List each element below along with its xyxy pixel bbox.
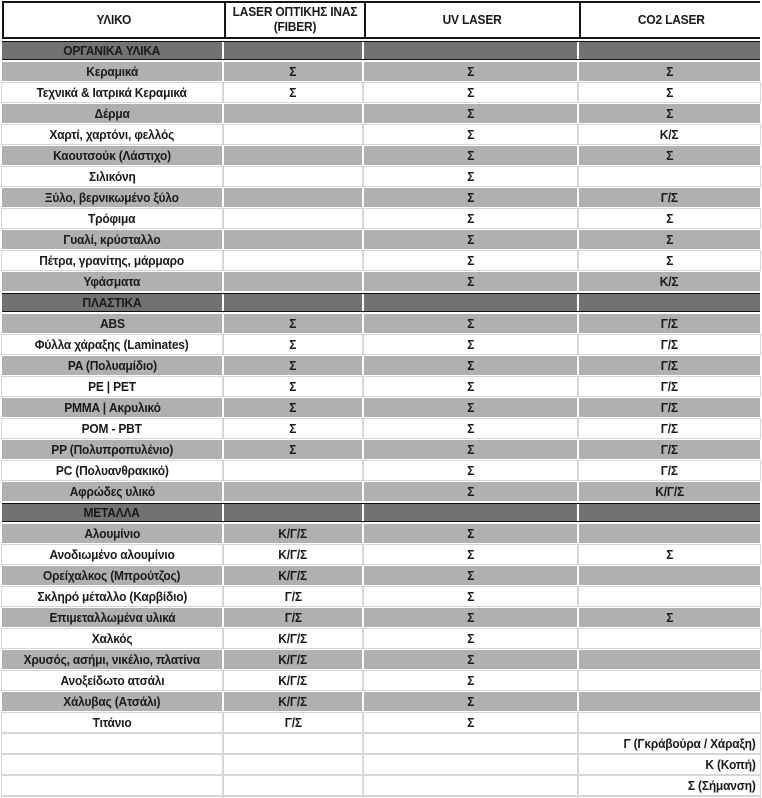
uv-laser-cell — [364, 587, 577, 606]
co2-laser-cell — [579, 314, 760, 333]
table-row — [2, 440, 760, 459]
section-uv-cell — [364, 42, 577, 59]
uv-laser-cell — [364, 125, 577, 144]
table-row — [2, 587, 760, 606]
uv-laser-cell — [364, 461, 577, 480]
material-cell-label: ABS — [99, 316, 125, 331]
uv-laser-cell-label: Σ — [466, 358, 474, 373]
col-header-co2-laser — [581, 3, 762, 37]
fiber-laser-cell — [224, 671, 362, 690]
legend-text-cell-label: Γ (Γκράβούρα / Χάραξη) — [623, 736, 756, 751]
material-cell — [2, 713, 222, 732]
material-cell — [2, 587, 222, 606]
legend-text-cell — [579, 755, 760, 774]
fiber-laser-cell — [224, 545, 362, 564]
material-cell — [2, 230, 222, 249]
material-cell-label: Χαρτί, χαρτόνι, φελλός — [49, 127, 175, 142]
uv-laser-cell-label: Σ — [466, 379, 474, 394]
table-row — [2, 524, 760, 543]
co2-laser-cell-label: Γ/Σ — [660, 400, 679, 415]
material-cell — [2, 188, 222, 207]
legend-text-cell — [579, 776, 760, 795]
fiber-laser-cell — [224, 272, 362, 291]
table-row — [2, 125, 760, 144]
material-cell-label: Γυαλί, κρύσταλλο — [63, 232, 161, 247]
uv-laser-cell-label: Σ — [466, 127, 474, 142]
section-label-cell — [2, 42, 222, 59]
material-cell — [2, 209, 222, 228]
material-cell — [2, 566, 222, 585]
uv-laser-cell-label: Σ — [466, 568, 474, 583]
co2-laser-cell-label: Γ/Σ — [660, 442, 679, 457]
uv-laser-cell-label: Σ — [466, 64, 474, 79]
fiber-laser-cell — [224, 209, 362, 228]
uv-laser-cell-label: Σ — [466, 211, 474, 226]
section-co2-cell — [579, 294, 760, 311]
material-cell — [2, 167, 222, 186]
table-row — [2, 146, 760, 165]
fiber-laser-cell-label: Κ/Γ/Σ — [278, 652, 308, 667]
material-cell-label: Τιτάνιο — [92, 715, 132, 730]
table-row — [2, 356, 760, 375]
uv-laser-cell-label: Σ — [466, 148, 474, 163]
fiber-laser-cell-label: Σ — [289, 316, 297, 331]
fiber-laser-cell-label: Κ/Γ/Σ — [278, 526, 308, 541]
table-row — [2, 671, 760, 690]
col-header-uv-laser-label: UV LASER — [442, 11, 502, 27]
fiber-laser-cell-label: Σ — [289, 358, 297, 373]
col-header-uv-laser — [366, 3, 579, 37]
co2-laser-cell-label: Σ — [665, 211, 673, 226]
table-row — [2, 272, 760, 291]
material-cell-label: Επιμεταλλωμένα υλικά — [48, 610, 175, 625]
table-row — [2, 167, 760, 186]
fiber-laser-cell-label: Κ/Γ/Σ — [278, 568, 308, 583]
fiber-laser-cell-label: Γ/Σ — [284, 610, 302, 625]
fiber-laser-cell-label: Κ/Γ/Σ — [278, 631, 308, 646]
uv-laser-cell-label: Σ — [466, 694, 474, 709]
uv-laser-cell-label: Σ — [466, 715, 474, 730]
uv-laser-cell — [364, 251, 577, 270]
uv-laser-cell — [364, 377, 577, 396]
fiber-laser-cell — [224, 230, 362, 249]
material-cell-label: Τρόφιμα — [88, 211, 136, 226]
uv-laser-cell — [364, 335, 577, 354]
uv-laser-cell — [364, 230, 577, 249]
material-cell-label: Ξύλο, βερνικωμένο ξύλο — [45, 190, 179, 205]
col-header-fiber-laser-label: LASER ΟΠΤΙΚΗΣ ΙΝΑΣ (FIBER) — [232, 4, 358, 34]
fiber-laser-cell — [224, 125, 362, 144]
legend-empty-fiber-cell — [224, 734, 362, 753]
table-row — [2, 692, 760, 711]
uv-laser-cell — [364, 146, 577, 165]
co2-laser-cell — [579, 545, 760, 564]
table-row — [2, 230, 760, 249]
co2-laser-cell — [579, 188, 760, 207]
material-cell — [2, 356, 222, 375]
fiber-laser-cell — [224, 251, 362, 270]
co2-laser-cell — [579, 104, 760, 123]
material-cell-label: PC (Πολυανθρακικό) — [55, 463, 169, 478]
section-header-row — [2, 293, 760, 312]
co2-laser-cell — [579, 83, 760, 102]
section-label-cell-label: ΠΛΑΣΤΙΚΑ — [82, 295, 142, 310]
section-label-cell — [2, 504, 222, 521]
co2-laser-cell — [579, 608, 760, 627]
fiber-laser-cell-label: Σ — [289, 379, 297, 394]
table-row — [2, 104, 760, 123]
co2-laser-cell — [579, 335, 760, 354]
material-cell-label: POM - PBT — [81, 421, 143, 436]
uv-laser-cell — [364, 524, 577, 543]
material-cell — [2, 146, 222, 165]
uv-laser-cell-label: Σ — [466, 106, 474, 121]
uv-laser-cell — [364, 482, 577, 501]
uv-laser-cell — [364, 209, 577, 228]
material-cell-label: Χαλκός — [91, 631, 133, 646]
uv-laser-cell-label: Σ — [466, 169, 474, 184]
uv-laser-cell-label: Σ — [466, 652, 474, 667]
table-row — [2, 629, 760, 648]
material-cell — [2, 104, 222, 123]
uv-laser-cell-label: Σ — [466, 673, 474, 688]
legend-empty-material-cell — [2, 755, 222, 774]
material-cell — [2, 545, 222, 564]
material-cell — [2, 314, 222, 333]
material-cell — [2, 524, 222, 543]
material-cell-label: Φύλλα χάραξης (Laminates) — [35, 337, 189, 352]
legend-row — [2, 776, 760, 795]
fiber-laser-cell — [224, 62, 362, 81]
fiber-laser-cell-label: Σ — [289, 421, 297, 436]
section-fiber-cell — [224, 294, 362, 311]
col-header-fiber-laser — [226, 3, 364, 37]
table-row — [2, 335, 760, 354]
legend-text-cell-label: Κ (Κοπή) — [705, 757, 756, 772]
material-cell-label: PMMA | Ακρυλικό — [63, 400, 161, 415]
fiber-laser-cell — [224, 188, 362, 207]
material-cell-label: Ορείχαλκος (Μπρούτζος) — [43, 568, 181, 583]
table-row — [2, 545, 760, 564]
co2-laser-cell — [579, 272, 760, 291]
material-cell-label: Κεραμικά — [86, 64, 138, 79]
fiber-laser-cell-label: Σ — [289, 337, 297, 352]
uv-laser-cell — [364, 398, 577, 417]
material-cell-label: Δέρμα — [94, 106, 130, 121]
table-row — [2, 188, 760, 207]
uv-laser-cell-label: Σ — [466, 232, 474, 247]
legend-empty-fiber-cell — [224, 776, 362, 795]
co2-laser-cell-label: Γ/Σ — [660, 421, 679, 436]
fiber-laser-cell-label: Γ/Σ — [284, 715, 302, 730]
co2-laser-cell — [579, 482, 760, 501]
co2-laser-cell — [579, 524, 760, 543]
co2-laser-cell-label: Σ — [665, 85, 673, 100]
legend-text-cell-label: Σ (Σήμανση) — [688, 778, 756, 793]
section-co2-cell — [579, 504, 760, 521]
material-cell-label: Σκληρό μέταλλο (Καρβίδιο) — [37, 589, 187, 604]
table-row — [2, 566, 760, 585]
fiber-laser-cell-label: Σ — [289, 64, 297, 79]
material-cell — [2, 692, 222, 711]
co2-laser-cell-label: Γ/Σ — [660, 358, 679, 373]
table-row — [2, 314, 760, 333]
col-header-co2-laser-label: CO2 LASER — [638, 11, 705, 27]
material-cell-label: Χρυσός, ασήμι, νικέλιο, πλατίνα — [23, 652, 201, 667]
uv-laser-cell-label: Σ — [466, 85, 474, 100]
co2-laser-cell — [579, 650, 760, 669]
material-cell — [2, 398, 222, 417]
material-cell-label: Ανοξείδωτο ατσάλι — [60, 673, 164, 688]
fiber-laser-cell — [224, 398, 362, 417]
legend-empty-uv-cell — [364, 734, 577, 753]
section-label-cell — [2, 294, 222, 311]
fiber-laser-cell — [224, 692, 362, 711]
co2-laser-cell — [579, 419, 760, 438]
uv-laser-cell — [364, 356, 577, 375]
co2-laser-cell-label: Γ/Σ — [660, 337, 679, 352]
material-cell-label: Αλουμίνιο — [84, 526, 140, 541]
co2-laser-cell — [579, 377, 760, 396]
uv-laser-cell-label: Σ — [466, 400, 474, 415]
table-row — [2, 83, 760, 102]
table-row — [2, 461, 760, 480]
uv-laser-cell-label: Σ — [466, 337, 474, 352]
fiber-laser-cell — [224, 146, 362, 165]
uv-laser-cell — [364, 62, 577, 81]
col-header-material — [4, 3, 224, 37]
fiber-laser-cell-label: Σ — [289, 442, 297, 457]
material-cell — [2, 461, 222, 480]
co2-laser-cell-label: Γ/Σ — [660, 463, 679, 478]
material-cell-label: PE | PET — [88, 379, 136, 394]
material-cell-label: Πέτρα, γρανίτης, μάρμαρο — [39, 253, 185, 268]
table-row — [2, 251, 760, 270]
material-cell — [2, 482, 222, 501]
fiber-laser-cell — [224, 167, 362, 186]
co2-laser-cell — [579, 671, 760, 690]
co2-laser-cell-label: Σ — [665, 106, 673, 121]
uv-laser-cell — [364, 671, 577, 690]
legend-empty-fiber-cell — [224, 755, 362, 774]
fiber-laser-cell-label: Σ — [289, 85, 297, 100]
co2-laser-cell — [579, 398, 760, 417]
uv-laser-cell — [364, 188, 577, 207]
section-uv-cell — [364, 294, 577, 311]
fiber-laser-cell — [224, 335, 362, 354]
co2-laser-cell — [579, 251, 760, 270]
section-header-row — [2, 41, 760, 60]
fiber-laser-cell-label: Κ/Γ/Σ — [278, 673, 308, 688]
fiber-laser-cell — [224, 419, 362, 438]
co2-laser-cell — [579, 356, 760, 375]
material-cell-label: Τεχνικά & Ιατρικά Κεραμικά — [36, 85, 188, 100]
fiber-laser-cell-label: Κ/Γ/Σ — [278, 694, 308, 709]
material-cell — [2, 272, 222, 291]
uv-laser-cell-label: Σ — [466, 442, 474, 457]
co2-laser-cell-label: Σ — [665, 232, 673, 247]
legend-empty-uv-cell — [364, 755, 577, 774]
table-row — [2, 713, 760, 732]
fiber-laser-cell-label: Σ — [289, 400, 297, 415]
uv-laser-cell-label: Σ — [466, 526, 474, 541]
fiber-laser-cell — [224, 104, 362, 123]
uv-laser-cell-label: Σ — [466, 547, 474, 562]
material-cell — [2, 419, 222, 438]
uv-laser-cell-label: Σ — [466, 316, 474, 331]
co2-laser-cell-label: Γ/Σ — [660, 379, 679, 394]
co2-laser-cell-label: Κ/Σ — [660, 274, 679, 289]
material-cell — [2, 671, 222, 690]
co2-laser-cell — [579, 713, 760, 732]
material-cell-label: Υφάσματα — [83, 274, 141, 289]
co2-laser-cell — [579, 62, 760, 81]
section-header-row — [2, 503, 760, 522]
co2-laser-cell-label: Γ/Σ — [660, 190, 679, 205]
uv-laser-cell — [364, 83, 577, 102]
uv-laser-cell — [364, 713, 577, 732]
material-cell — [2, 650, 222, 669]
co2-laser-cell-label: Σ — [665, 148, 673, 163]
uv-laser-cell — [364, 650, 577, 669]
uv-laser-cell-label: Σ — [466, 631, 474, 646]
uv-laser-cell — [364, 167, 577, 186]
material-cell-label: Αφρώδες υλικό — [69, 484, 155, 499]
fiber-laser-cell — [224, 587, 362, 606]
co2-laser-cell-label: Σ — [665, 64, 673, 79]
fiber-laser-cell-label: Κ/Γ/Σ — [278, 547, 308, 562]
col-header-material-label: ΥΛΙΚΟ — [96, 11, 132, 27]
uv-laser-cell-label: Σ — [466, 274, 474, 289]
fiber-laser-cell — [224, 314, 362, 333]
co2-laser-cell — [579, 587, 760, 606]
uv-laser-cell-label: Σ — [466, 253, 474, 268]
section-co2-cell — [579, 42, 760, 59]
co2-laser-cell — [579, 146, 760, 165]
uv-laser-cell-label: Σ — [466, 463, 474, 478]
table-row — [2, 377, 760, 396]
co2-laser-cell-label: Κ/Γ/Σ — [655, 484, 684, 499]
uv-laser-cell — [364, 608, 577, 627]
section-fiber-cell — [224, 42, 362, 59]
uv-laser-cell — [364, 629, 577, 648]
material-cell — [2, 125, 222, 144]
legend-empty-material-cell — [2, 734, 222, 753]
section-label-cell-label: ΜΕΤΑΛΛΑ — [83, 505, 141, 520]
fiber-laser-cell — [224, 440, 362, 459]
material-cell-label: Χάλυβας (Ατσάλι) — [63, 694, 161, 709]
material-cell — [2, 440, 222, 459]
legend-text-cell — [579, 734, 760, 753]
material-cell-label: Καουτσούκ (Λάστιχο) — [53, 148, 171, 163]
section-label-cell-label: ΟΡΓΑΝΙΚΑ ΥΛΙΚΑ — [63, 43, 161, 58]
fiber-laser-cell — [224, 461, 362, 480]
uv-laser-cell — [364, 692, 577, 711]
fiber-laser-cell — [224, 83, 362, 102]
legend-row — [2, 755, 760, 774]
table-body — [2, 41, 760, 798]
table-row — [2, 608, 760, 627]
fiber-laser-cell-label: Γ/Σ — [284, 589, 302, 604]
uv-laser-cell — [364, 104, 577, 123]
co2-laser-cell — [579, 209, 760, 228]
fiber-laser-cell — [224, 524, 362, 543]
table-row — [2, 482, 760, 501]
uv-laser-cell — [364, 419, 577, 438]
co2-laser-cell-label: Γ/Σ — [660, 316, 679, 331]
co2-laser-cell — [579, 230, 760, 249]
fiber-laser-cell — [224, 482, 362, 501]
uv-laser-cell — [364, 566, 577, 585]
uv-laser-cell-label: Σ — [466, 421, 474, 436]
legend-row — [2, 734, 760, 753]
fiber-laser-cell — [224, 650, 362, 669]
table-row — [2, 209, 760, 228]
uv-laser-cell-label: Σ — [466, 190, 474, 205]
table-row — [2, 62, 760, 81]
section-fiber-cell — [224, 504, 362, 521]
fiber-laser-cell — [224, 713, 362, 732]
material-cell — [2, 335, 222, 354]
table-row — [2, 419, 760, 438]
material-cell-label: PA (Πολυαμίδιο) — [67, 358, 157, 373]
fiber-laser-cell — [224, 377, 362, 396]
co2-laser-cell — [579, 629, 760, 648]
uv-laser-cell-label: Σ — [466, 610, 474, 625]
material-cell — [2, 62, 222, 81]
legend-empty-material-cell — [2, 776, 222, 795]
uv-laser-cell — [364, 440, 577, 459]
co2-laser-cell — [579, 461, 760, 480]
table-row — [2, 398, 760, 417]
legend-empty-uv-cell — [364, 776, 577, 795]
fiber-laser-cell — [224, 608, 362, 627]
material-cell — [2, 251, 222, 270]
material-cell — [2, 629, 222, 648]
section-uv-cell — [364, 504, 577, 521]
material-cell — [2, 377, 222, 396]
co2-laser-cell-label: Σ — [665, 547, 673, 562]
co2-laser-cell-label: Σ — [665, 253, 673, 268]
material-cell-label: Σιλικόνη — [88, 169, 136, 184]
co2-laser-cell-label: Σ — [665, 610, 673, 625]
material-cell-label: Ανοδιωμένο αλουμίνιο — [49, 547, 175, 562]
table-header-row — [2, 1, 760, 39]
uv-laser-cell — [364, 272, 577, 291]
material-cell-label: PP (Πολυπροπυλένιο) — [51, 442, 173, 457]
co2-laser-cell — [579, 566, 760, 585]
uv-laser-cell-label: Σ — [466, 484, 474, 499]
uv-laser-cell — [364, 314, 577, 333]
co2-laser-cell — [579, 692, 760, 711]
co2-laser-cell — [579, 167, 760, 186]
co2-laser-cell — [579, 440, 760, 459]
co2-laser-cell — [579, 125, 760, 144]
table-row — [2, 650, 760, 669]
material-cell — [2, 608, 222, 627]
co2-laser-cell-label: Κ/Σ — [660, 127, 679, 142]
material-cell — [2, 83, 222, 102]
fiber-laser-cell — [224, 356, 362, 375]
uv-laser-cell — [364, 545, 577, 564]
uv-laser-cell-label: Σ — [466, 589, 474, 604]
fiber-laser-cell — [224, 629, 362, 648]
fiber-laser-cell — [224, 566, 362, 585]
